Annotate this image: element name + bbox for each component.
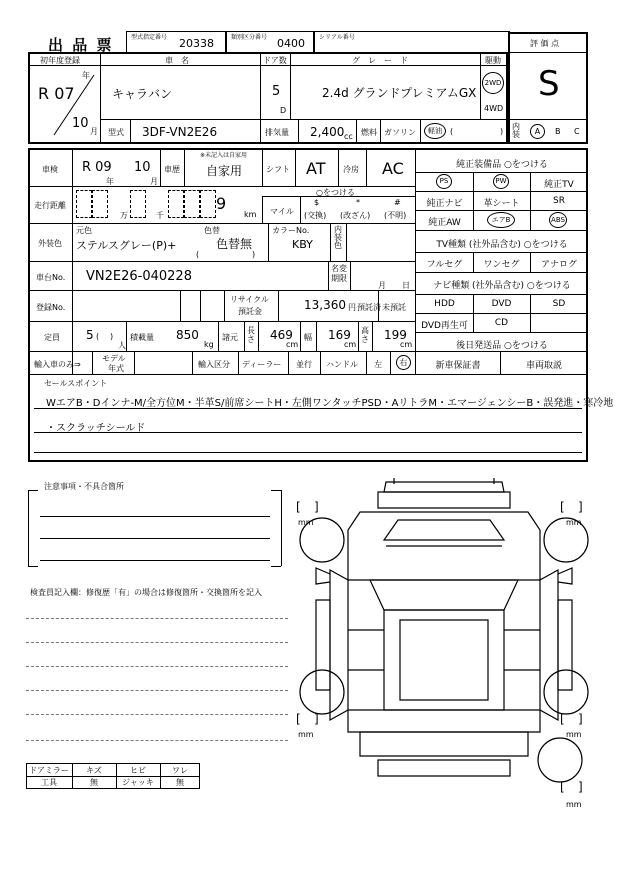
inspection-year-unit: 年 (106, 177, 114, 186)
fuel-diesel-circled[interactable]: 軽油 (424, 123, 446, 139)
drive-2wd-circled[interactable]: 2WD (482, 72, 504, 94)
mm-bracket-spare-open: [ (560, 780, 565, 794)
recolor-value: 色替無 (216, 237, 253, 251)
equip-aw[interactable]: 純正AW (428, 218, 461, 228)
chassis-value: VN2E26-040228 (86, 269, 192, 284)
first-reg-month: 10 (72, 116, 89, 131)
handle-label: ハンドル (326, 360, 358, 369)
import-parallel[interactable]: 並行 (296, 360, 312, 369)
mm-unit-rl: mm (298, 730, 314, 739)
first-reg-year: R 07 (38, 84, 75, 103)
dims-label: 諸元 (222, 333, 238, 342)
tv-fullseg[interactable]: フルセグ (426, 260, 463, 270)
inspection-label: 車検 (42, 165, 58, 174)
chassis-label: 車台No. (36, 273, 66, 282)
mm-bracket-fr-open: [ (560, 500, 565, 514)
later-title: 後日発送品 ○をつける (456, 341, 548, 351)
mileage-unit: km (244, 210, 257, 219)
displacement-value: 2,400 (310, 125, 345, 139)
equip-ps-circled[interactable]: PS (436, 174, 452, 189)
mileage-man: 万 (120, 211, 128, 220)
fuel-label: 燃料 (361, 128, 377, 137)
equip-pw-circled[interactable]: PW (493, 174, 509, 189)
inspection-month-unit: 月 (150, 177, 158, 186)
equip-sr[interactable]: SR (553, 196, 565, 206)
doors-value: 5 (272, 84, 281, 99)
car-name: キャラバン (112, 87, 173, 101)
doors-label: ドア数 (263, 56, 287, 65)
later-warranty[interactable]: 新車保証書 (435, 361, 481, 371)
missing-header-scratch: キズ (86, 766, 102, 775)
missing-header-mirror: ドアミラー (29, 766, 69, 775)
handle-right-circled[interactable]: 右 (396, 355, 411, 370)
first-reg-month-unit: 月 (90, 127, 98, 136)
capacity-label: 定員 (44, 333, 60, 342)
mm-bracket-fl-close: ] (314, 500, 319, 514)
model-label: 型式 (108, 128, 124, 137)
length-unit: cm (286, 340, 299, 349)
recolor-label: 色替 (204, 226, 220, 235)
mileage-mile[interactable]: マイル (270, 207, 294, 216)
tv-type-title: TV種類 (社外品含む) ○をつける (436, 240, 568, 250)
interior-a-circled[interactable]: A (530, 124, 545, 139)
navi-type-title: ナビ種類 (社外品含む) ○をつける (433, 281, 571, 291)
drive-label: 駆動 (485, 56, 501, 65)
car-name-label: 車 名 (165, 56, 189, 65)
navi-sd[interactable]: SD (552, 299, 566, 309)
missing-tools-value: 無 (90, 778, 98, 787)
mm-bracket-rr-open: [ (560, 712, 565, 726)
displacement-label: 排気量 (265, 128, 289, 137)
fuel-gasoline[interactable]: ガソリン (384, 128, 416, 137)
import-label: 輸入車のみ⇒ (34, 360, 81, 369)
mileage-opt1-symbol: $ (314, 198, 320, 207)
mm-bracket-rl-open: [ (296, 712, 301, 726)
import-class-label: 輸入区分 (198, 360, 230, 369)
equip-airbag-circled[interactable]: エアB (487, 212, 515, 228)
mm-bracket-rr-close: ] (578, 712, 583, 726)
mm-bracket-fl-open: [ (296, 500, 301, 514)
name-change-month: 月 (378, 281, 386, 290)
interior-c[interactable]: C (574, 127, 580, 136)
aircon-label: 冷房 (343, 165, 359, 174)
color-code-label: カラーNo. (272, 226, 310, 235)
load-value: 850 (176, 328, 199, 342)
model-year-label-1: モデル (102, 354, 126, 363)
inspector-label: 検査員記入欄：修復歴「有」の場合は修復箇所・交換箇所を記入 (30, 588, 262, 597)
capacity-paren-close: ) (110, 332, 114, 341)
history-value: 自家用 (206, 164, 243, 178)
navi-dvd[interactable]: DVD (491, 299, 512, 309)
displacement-unit: cc (344, 132, 353, 141)
height-value: 199 (384, 328, 407, 342)
type-cert-box (126, 31, 226, 53)
inspection-year: R 09 (82, 160, 112, 175)
fuel-other-open: ( (450, 127, 454, 136)
score-label: 評 価 点 (530, 39, 560, 48)
mileage-opt2[interactable]: (改ざん) (340, 211, 371, 220)
load-label: 積載量 (130, 333, 154, 342)
width-unit: cm (344, 340, 357, 349)
mileage-sen: 千 (156, 211, 164, 220)
dvd-playback[interactable]: DVD再生可 (421, 321, 468, 331)
doors-suffix: D (280, 106, 287, 115)
mileage-opt3-symbol: # (394, 198, 401, 207)
length-label: 長さ (247, 326, 255, 344)
category-box (226, 31, 314, 53)
mileage-opt2-symbol: * (356, 198, 360, 207)
missing-jack-label: ジャッキ (122, 778, 154, 787)
equip-navi[interactable]: 純正ナビ (426, 199, 463, 209)
mileage-opt1[interactable]: (交換) (304, 211, 327, 220)
missing-header-crack: ヒビ (130, 766, 146, 775)
score-value: S (538, 64, 560, 104)
length-value: 469 (270, 328, 293, 342)
tv-oneseg[interactable]: ワンセグ (483, 260, 520, 270)
grade-column-label: グ レ ー ド (352, 56, 408, 65)
sales-line-2: ・スクラッチシールド (46, 423, 146, 434)
model-value: 3DF-VN2E26 (142, 125, 218, 139)
missing-header-break: ワレ (172, 766, 188, 775)
capacity-unit: 人 (118, 341, 126, 350)
mileage-value: 9 (216, 194, 227, 213)
handle-left[interactable]: 左 (374, 360, 382, 369)
aircon-value: AC (382, 159, 404, 178)
recycle-value: 13,360 (304, 298, 346, 312)
recycle-label-1: リサイクル (230, 295, 269, 304)
sales-line-1: WエアB・Dインナ-M/全方位M・半革S/前席シートH・左側ワンタッチPSD・AリトラM・エマージェンシーB・誤発進・寒冷地 (46, 398, 614, 409)
caution-label: 注意事項・不具合箇所 (44, 482, 124, 491)
missing-jack-value: 無 (176, 778, 184, 787)
equipment-title: 純正装備品 ○をつける (456, 160, 548, 170)
name-change-label: 名変期限 (331, 264, 347, 283)
mm-bracket-spare-close: ] (578, 780, 583, 794)
vehicle-damage-diagram[interactable] (290, 470, 600, 810)
width-value: 169 (328, 328, 351, 342)
width-label: 幅 (304, 333, 312, 342)
sheet-title: 出 品 票 (48, 36, 114, 54)
shift-value: AT (306, 159, 326, 178)
equip-abs-circled[interactable]: ABS (549, 212, 567, 228)
tv-analog[interactable]: アナログ (540, 260, 577, 270)
navi-hdd[interactable]: HDD (434, 299, 455, 309)
shift-label: シフト (266, 165, 290, 174)
inspection-month: 10 (134, 160, 151, 175)
category-value: 0400 (277, 37, 305, 50)
interior-b[interactable]: B (555, 127, 561, 136)
mm-bracket-rl-close: ] (314, 712, 319, 726)
first-reg-label: 初年度登録 (40, 56, 80, 65)
capacity-paren-open: ( (96, 332, 100, 341)
recycle-status[interactable]: 預託済 (357, 303, 381, 312)
mm-unit-rr: mm (566, 730, 582, 739)
color-label: 外装色 (38, 239, 62, 248)
fuel-other-close: ) (500, 127, 504, 136)
recycle-label-2: 預託金 (238, 307, 262, 316)
mileage-circle-note: ○をつける (316, 188, 355, 197)
mm-unit-spare: mm (566, 800, 582, 809)
color-code-value: KBY (292, 238, 313, 251)
height-label: 高さ (361, 326, 369, 344)
grade-value: 2.4d グランドプレミアムGX (322, 86, 477, 100)
later-manual[interactable]: 車両取説 (525, 361, 562, 371)
mileage-opt3[interactable]: (不明) (384, 211, 407, 220)
orig-color-value: ステルスグレー(P)+ (76, 239, 177, 252)
cd-option[interactable]: CD (494, 318, 509, 328)
history-label: 車歴 (164, 165, 180, 174)
height-unit: cm (400, 340, 413, 349)
missing-tools-label: 工具 (41, 778, 57, 787)
type-cert-label: 型式指定番号 (131, 34, 168, 41)
drive-4wd[interactable]: 4WD (484, 104, 504, 113)
mm-unit-fl: mm (298, 518, 314, 527)
category-label: 類別区分番号 (231, 34, 268, 41)
import-dealer[interactable]: ディーラー (242, 360, 282, 369)
sales-label: セールスポイント (44, 379, 108, 388)
history-note: ※未記入は自家用 (200, 152, 248, 159)
first-reg-year-unit: 年 (82, 71, 90, 80)
recycle-unit: 円 (348, 303, 356, 312)
mileage-label: 走行距離 (34, 201, 66, 210)
interior-color-label: 内装色 (334, 225, 342, 250)
name-change-day: 日 (402, 281, 410, 290)
serial-box (314, 31, 510, 53)
equip-tv[interactable]: 純正TV (544, 180, 574, 190)
mm-unit-fr: mm (566, 518, 582, 527)
capacity-value: 5 (86, 328, 94, 342)
model-year-label-2: 年式 (108, 364, 124, 373)
orig-color-label: 元色 (76, 226, 92, 235)
load-unit: kg (204, 340, 214, 349)
interior-label: 内装 (512, 122, 520, 139)
mm-bracket-fr-close: ] (578, 500, 583, 514)
type-cert-value: 20338 (179, 37, 214, 50)
reg-label: 登録No. (36, 303, 66, 312)
recolor-paren-open: ( (196, 250, 200, 259)
recolor-paren-close: ) (252, 250, 256, 259)
recycle-unpaid[interactable]: 未預託 (382, 303, 406, 312)
serial-label: シリアル番号 (319, 34, 355, 41)
equip-leather[interactable]: 革シート (483, 199, 520, 209)
